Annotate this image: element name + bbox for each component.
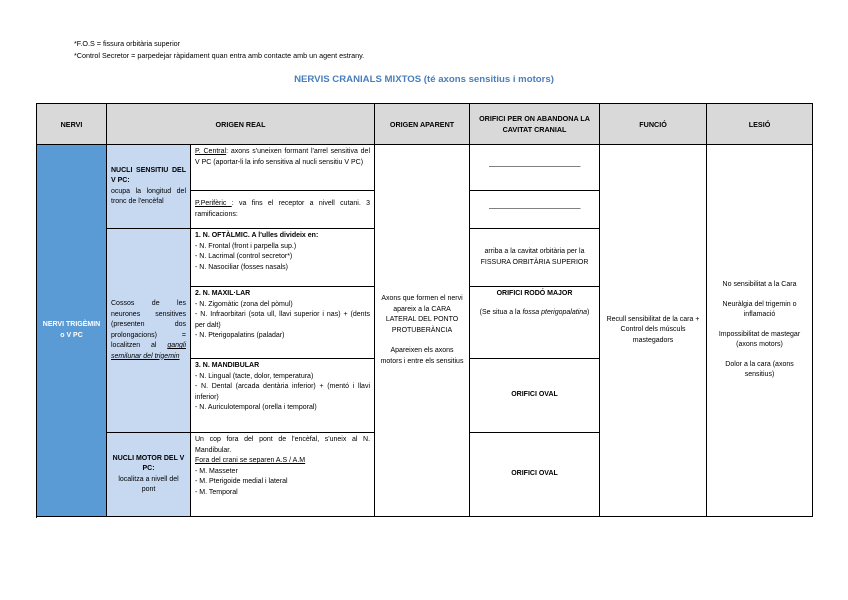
oftalmic-item: - N. Frontal (front i parpella sup.): [195, 242, 297, 250]
mandibular-cell: [191, 359, 375, 433]
maxilar-item: - N. Infraorbitari (sota ull, llavi superior i nas) + (dents per dalt): [195, 311, 371, 329]
oftalmic-item: - N. Lacrimal (control secretor*): [195, 253, 293, 260]
table-row: [37, 145, 813, 191]
orifici-maxilar-text: (Se situa a la: [479, 308, 523, 316]
cranial-nerves-table: [36, 103, 813, 517]
maxilar-item: - N. Zigomàtic (zona del pòmul): [195, 300, 293, 308]
nucli-sensitiu-cell: [107, 145, 191, 229]
funcio-text: Recull sensibilitat de la cara + Control dels músculs mastegadors: [606, 315, 700, 344]
motor-origen-item: - M. Pterigoide medial i lateral: [195, 478, 288, 485]
motor-origen-text: Un cop fora del pont de l'encèfal, s'uneix al N. Mandibular.: [195, 436, 371, 454]
p-central-text: : axons s'uneixen formant l'arrel sensitiva del V PC (aportar-li la info sensitiva al nucli sensitiu V PC): [195, 148, 371, 166]
p-periferic-text: : va fins el receptor a nivell cutani. 3 ramificacions:: [195, 200, 371, 218]
cossos-cell: [107, 229, 191, 433]
lesio-item: No sensibilitat a la Cara: [722, 281, 797, 289]
header-nervi: NERVI: [37, 104, 107, 145]
orifici-maxilar-end: ): [587, 308, 590, 316]
p-central-label: P. Central: [195, 148, 227, 155]
mandibular-item: - N. Dental (arcada dentària inferior) + (mentó i llavi inferior): [195, 383, 371, 401]
mandibular-head: 3. N. MANDIBULAR: [195, 362, 260, 369]
orifici-oval-2: ORIFICI OVAL: [470, 433, 600, 517]
note-fos: *F.O.S = fissura orbitària superior: [74, 39, 181, 48]
footnotes: [74, 38, 364, 62]
oftalmic-cell: [191, 229, 375, 287]
header-orifici: ORIFICI PER ON ABANDONA LA CAVITAT CRANIAL: [470, 104, 600, 145]
mandibular-item: - N. Lingual (tacte, dolor, temperatura): [195, 372, 314, 380]
funcio-cell: [600, 145, 707, 517]
motor-origen-underline: Fora del crani se separen A.S / A.M: [195, 457, 306, 464]
maxilar-head: 2. N. MAXIL·LAR: [195, 290, 251, 297]
nucli-motor-text: localitza a nivell del pont: [118, 475, 179, 493]
nervi-name: NERVI TRIGÈMIN o V PC: [42, 321, 101, 339]
ganglion-label: gangli semilunar del trigemin: [111, 342, 186, 360]
mandibular-item: - N. Auriculotemporal (orella i temporal): [195, 404, 317, 411]
nucli-motor-cell: [107, 433, 191, 517]
nucli-sensitiu-text: ocupa la longitud del tronc de l'encèfal: [111, 187, 186, 205]
oftalmic-head: 1. N. OFTÀLMIC. A l'ulles divideix en:: [195, 232, 319, 239]
orifici-oftalmic-line1: arriba a la cavitat orbitària per la: [484, 248, 585, 255]
note-control-secretor: *Control Secretor = parpedejar ràpidament quan entra amb contacte amb un agent estrany.: [74, 51, 365, 60]
oftalmic-item: - N. Nasociliar (fosses nasals): [195, 263, 288, 271]
origen-aparent-p1: Axons que formen el nervi apareix a la CARA LATERAL DEL PONTO PROTUBERÀNCIA: [381, 295, 463, 334]
header-origen-real: ORIGEN REAL: [107, 104, 375, 145]
lesio-item: Impossibilitat de mastegar (axons motors): [718, 330, 801, 349]
motor-origen-item: - M. Masseter: [195, 467, 238, 475]
p-periferic-cell: [191, 191, 375, 229]
cossos-text: Cossos de les neurones sensitives (presenten dos prolongacions) = localitzen al: [111, 300, 186, 349]
maxilar-item: - N. Pterigopalatins (paladar): [195, 332, 285, 339]
orifici-maxilar-italic: fossa pterigopalatina: [522, 308, 588, 316]
orifici-oval-1: ORIFICI OVAL: [470, 359, 600, 433]
orifici-maxilar-cell: [470, 287, 600, 359]
orifici-dash-1: ——————————————: [470, 145, 600, 191]
motor-origen-cell: [191, 433, 375, 517]
lesio-item: Neuràlgia del trigemin o inflamació: [722, 300, 797, 319]
header-lesio: LESIÓ: [707, 104, 813, 145]
nucli-motor-title: NUCLI MOTOR DEL V PC:: [112, 454, 185, 472]
lesio-item: Dolor a la cara (axons sensitius): [725, 360, 794, 379]
maxilar-cell: [191, 287, 375, 359]
p-central-cell: [191, 145, 375, 191]
header-row: [37, 104, 813, 145]
origen-aparent-p2: Apareixen els axons motors i entre els sensitius: [380, 347, 464, 365]
header-funcio: FUNCIÓ: [600, 104, 707, 145]
header-origen-aparent: ORIGEN APARENT: [375, 104, 470, 145]
nucli-sensitiu-title: NUCLI SENSITIU DEL V PC:: [111, 166, 186, 184]
nervi-cell: [37, 145, 107, 517]
orifici-oftalmic-cell: [470, 229, 600, 287]
page-title: NERVIS CRANIALS MIXTOS (té axons sensitius i motors): [294, 74, 554, 85]
motor-origen-item: - M. Temporal: [195, 488, 238, 496]
orifici-maxilar-head: ORIFICI RODÓ MAJOR: [496, 290, 573, 297]
orifici-dash-2: ——————————————: [470, 191, 600, 229]
orifici-oftalmic-line2: FISSURA ORBITÀRIA SUPERIOR: [480, 258, 589, 266]
p-periferic-label: P.Perifèric: [195, 200, 232, 207]
origen-aparent-cell: [375, 145, 470, 517]
lesio-cell: [707, 145, 813, 517]
